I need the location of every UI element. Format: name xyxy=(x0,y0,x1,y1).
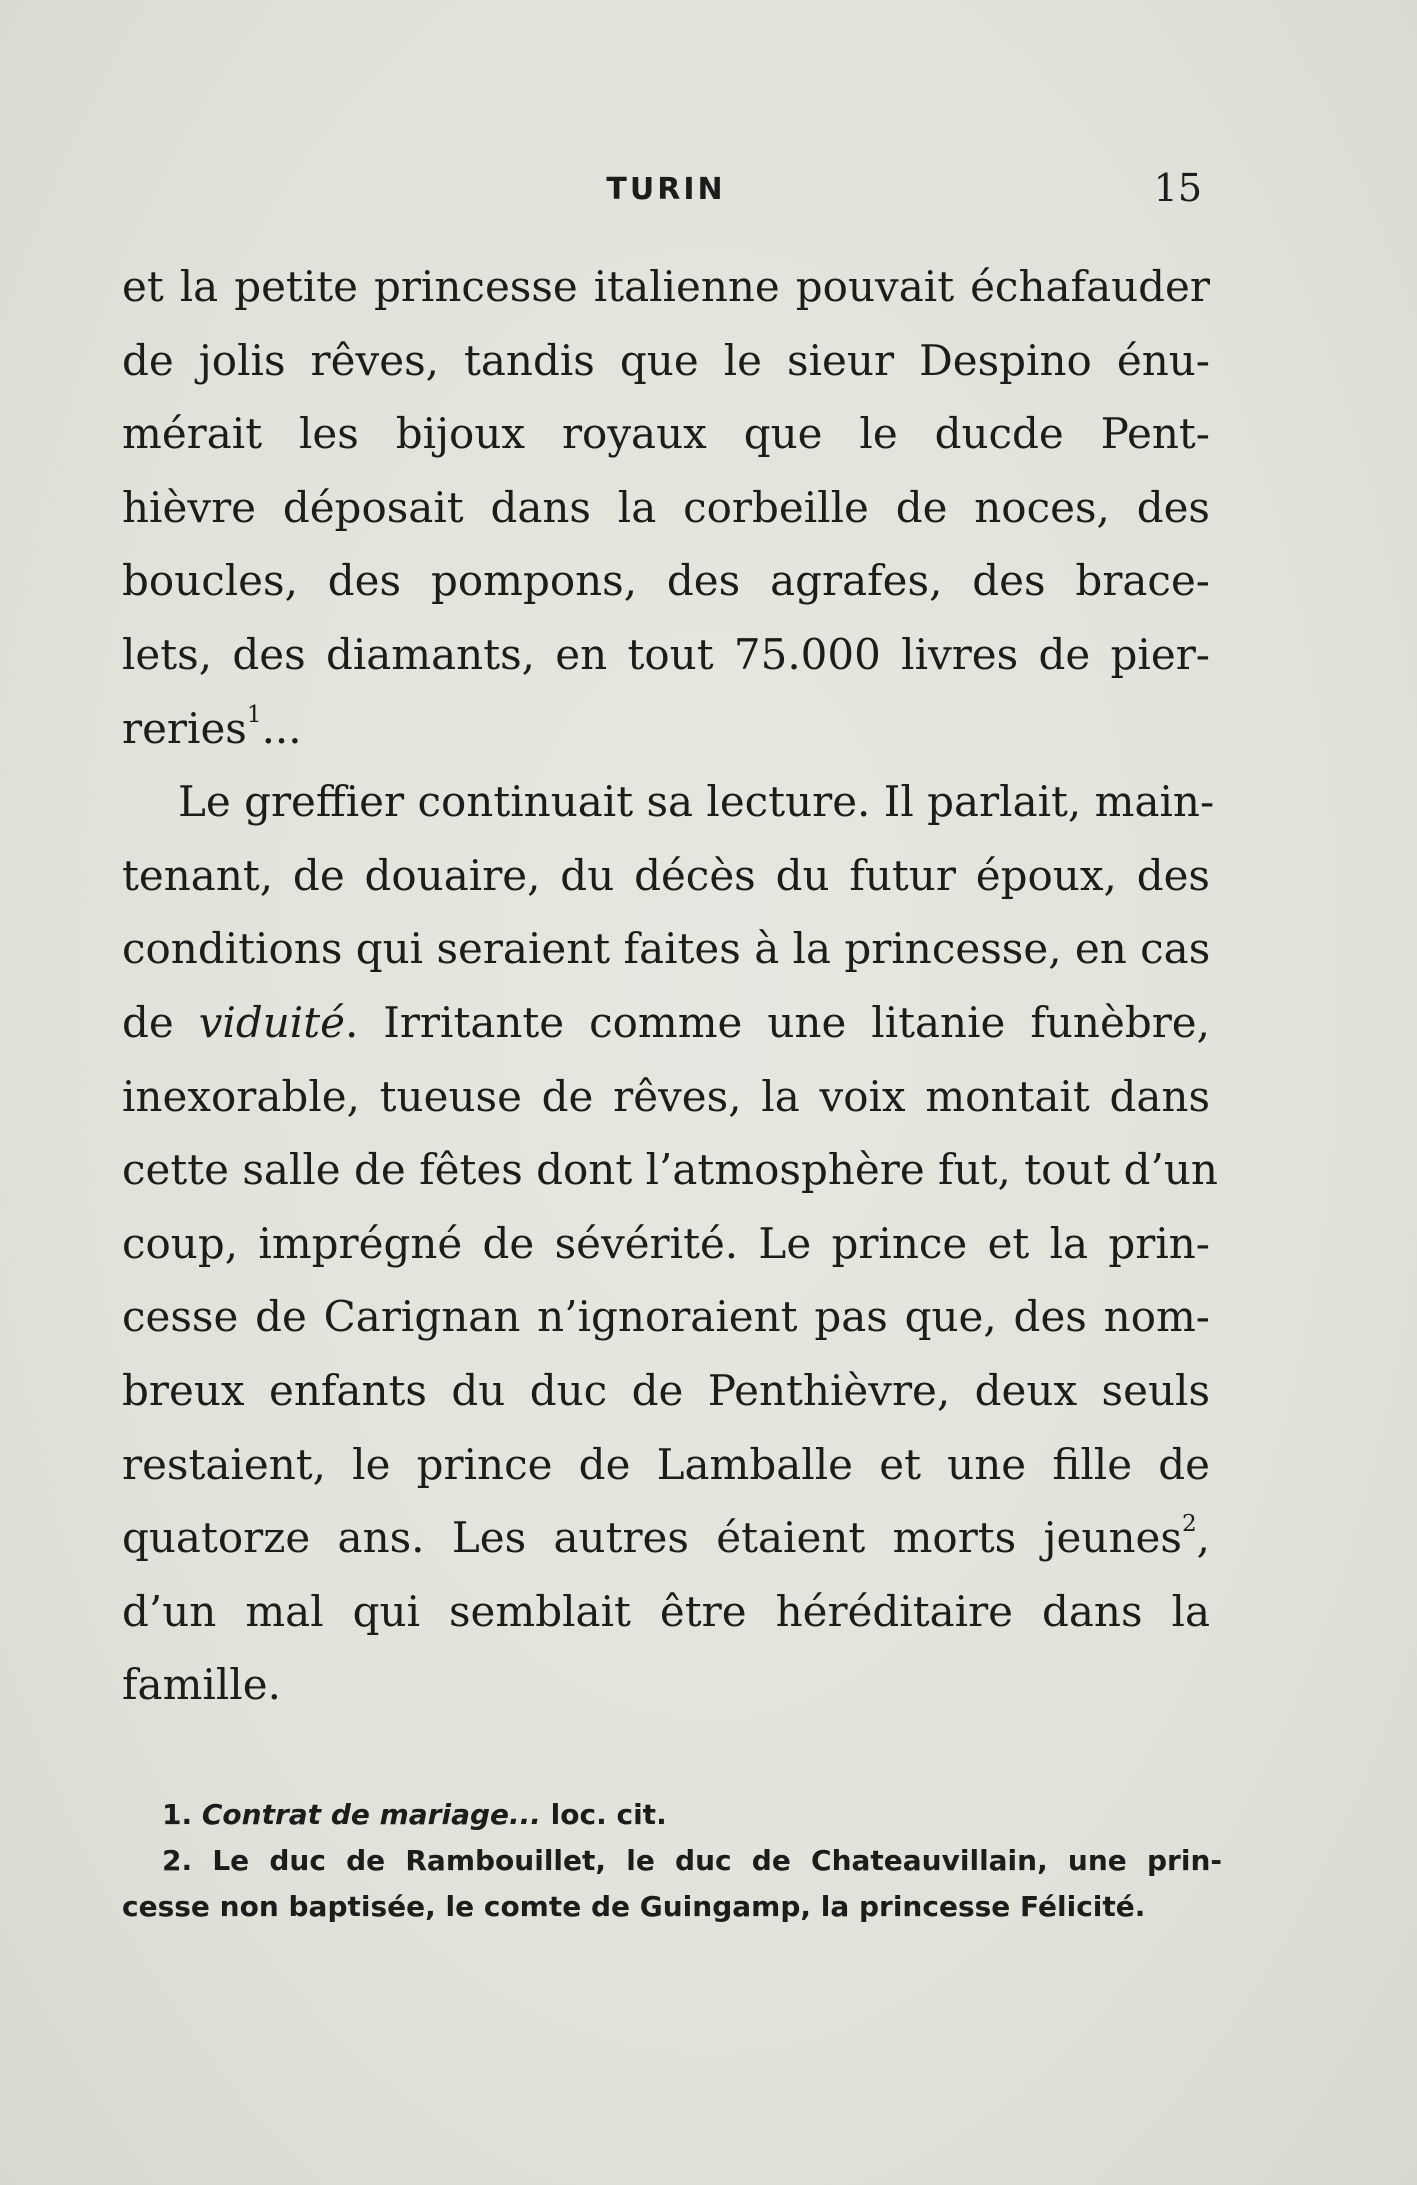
running-title: TURIN xyxy=(606,172,726,207)
text-line: hièvre déposait dans la corbeille de noces, des xyxy=(122,482,1210,532)
footnote-reference-2: 2 xyxy=(1181,1511,1197,1538)
text-line xyxy=(122,692,1210,766)
text-line: conditions qui seraient faites à la princesse, en cas xyxy=(122,924,1211,974)
text-line: cette salle de fêtes dont l’atmosphère fut, tout d’un xyxy=(122,1145,1218,1195)
text-line: d’un mal qui semblait être héréditaire dans la xyxy=(122,1586,1210,1636)
text-line xyxy=(122,986,1210,1060)
footnotes xyxy=(122,1792,1222,1930)
text-line: restaient, le prince de Lamballe et une fille de xyxy=(122,1439,1210,1489)
text-line: lets, des diamants, en tout 75.000 livres de pier- xyxy=(122,629,1210,679)
text-line: mérait les bijoux royaux que le ducde Pent- xyxy=(122,409,1210,459)
text-line: et la petite princesse italienne pouvait échafauder xyxy=(122,262,1210,311)
ellipsis: ... xyxy=(261,703,302,753)
footnote-number: 1. xyxy=(162,1798,193,1831)
text-fragment: . Irritante comme une litanie funèbre, xyxy=(344,997,1210,1047)
footnote-reference-1: 1 xyxy=(246,701,262,728)
text-fragment: , xyxy=(1196,1513,1210,1563)
text-line: coup, imprégné de sévérité. Le prince et la prin- xyxy=(122,1218,1210,1268)
text-line: breux enfants du duc de Penthièvre, deux seuls xyxy=(122,1365,1210,1415)
body-text xyxy=(122,250,1218,1722)
text-line: cesse de Carignan n’ignoraient pas que, des nom- xyxy=(122,1292,1210,1342)
text-line: de jolis rêves, tandis que le sieur Despino énu- xyxy=(122,335,1210,385)
text-line: inexorable, tueuse de rêves, la voix montait dans xyxy=(122,1071,1210,1121)
text-line: famille. xyxy=(122,1660,281,1710)
footnote-2-line: cesse non baptisée, le comte de Guingamp, la princesse Félicité. xyxy=(122,1890,1146,1923)
text-fragment: de xyxy=(122,997,174,1047)
text-line: tenant, de douaire, du décès du futur époux, des xyxy=(122,850,1210,900)
running-head xyxy=(122,166,1210,222)
footnote-2-line: 2. Le duc de Rambouillet, le duc de Chateauvillain, une prin- xyxy=(162,1844,1222,1877)
text-fragment: reries xyxy=(122,703,247,753)
page-number: 15 xyxy=(1153,166,1202,210)
italic-word: viduité xyxy=(198,997,345,1047)
text-line: Le greffier continuait sa lecture. Il parlait, main- xyxy=(178,777,1215,827)
footnote-1 xyxy=(122,1792,1222,1838)
footnote-text: loc. cit. xyxy=(550,1798,667,1831)
text-fragment: quatorze ans. Les autres étaient morts jeunes xyxy=(122,1513,1182,1563)
text-line: boucles, des pompons, des agrafes, des brace- xyxy=(122,556,1210,606)
text-line xyxy=(122,1501,1210,1575)
footnote-title: Contrat de mariage... xyxy=(201,1798,541,1831)
